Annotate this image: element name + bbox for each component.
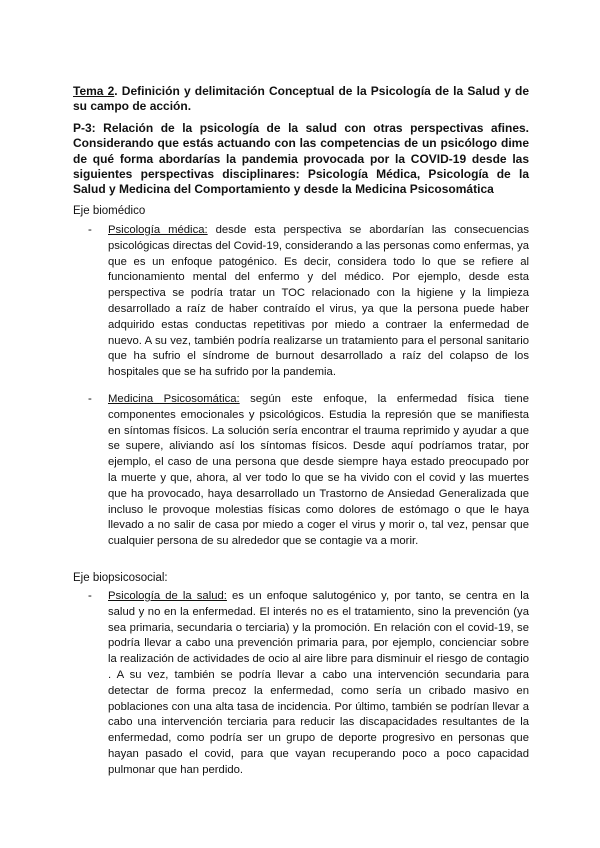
term-label: Psicología médica: <box>108 224 208 236</box>
bullet-dash: - <box>88 393 92 405</box>
term-label: Psicología de la salud: <box>108 590 227 602</box>
term-label: Medicina Psicosomática: <box>108 393 240 405</box>
section-heading-biopsicosocial: Eje biopsicosocial: <box>73 572 168 584</box>
bullet-dash: - <box>88 590 92 602</box>
section-heading-biomedico: Eje biomédico <box>73 205 146 217</box>
topic-title: . Definición y delimitación Conceptual de la Psicología de la Salud y de su campo de acción. <box>73 84 529 113</box>
paragraph <box>108 392 529 550</box>
paragraph <box>108 223 529 381</box>
term-description: desde esta perspectiva se abordarían las consecuencias psicológicas directas del Covid-19, considerando a las personas como enfermas, ya que es un enfoque patogénico. Es decir, considera todo lo que se refiere al funcionamiento mental del enfermo y del médico. Por ejemplo, desde esta perspectiva se podría tratar un TOC relacionado con la higiene y la limpieza desarrollado a raíz de haber contraído el virus, ya que la persona puede haber adquirido estas conductas repetitivas por miedo a contraer la enfermedad de nuevo. A su vez, también podría realizarse un tratamiento para el personal sanitario que ha sufrio el síndrome de burnout desarrollado a raíz del colapso de los hospitales que se ha sufrido por la pandemia. <box>108 224 529 379</box>
topic-number: Tema 2 <box>73 84 115 98</box>
paragraph <box>108 589 529 779</box>
document-title <box>73 84 529 113</box>
term-description: es un enfoque salutogénico y, por tanto, se centra en la salud y no en la enfermedad. El interés no es el tratamiento, sino la prevención (ya sea primaria, secundaria o terciaria) y la promoción. En relación con el covid-19, se podría llevar a cabo una prevención primaria para, por ejemplo, concienciar sobre la realización de actividades de ocio al aire libre para disminuir el riesgo de contagio . A su vez, también se podría llevar a cabo una intervención secundaria para detectar de forma precoz la enfermedad, como sería un cribado masivo en poblaciones con una alta tasa de incidencia. Por último, también se podrían llevar a cabo una intervención terciaria para reducir las discapacidades resultantes de la enfermedad, como podría ser un grupo de deporte progresivo en personas que hayan pasado el covid, para que vayan recuperando poco a poco capacidad pulmonar que han perdido. <box>108 590 529 776</box>
question-statement: P-3: Relación de la psicología de la salud con otras perspectivas afines. Considerando que estás actuando con las competencias de un psicólogo dime de qué forma abordarías la pandemia provocada por la COVID-19 desde las siguientes perspectivas disciplinares: Psicología Médica, Psicología de la Salud y Medicina del Comportamiento y desde la Medicina Psicosomática <box>73 121 529 197</box>
bullet-dash: - <box>88 224 92 236</box>
term-description: según este enfoque, la enfermedad física tiene componentes emocionales y psicológicos. Estudia la represión que se manifiesta en síntomas físicos. La solución sería encontrar el trauma reprimido y ayudar a que se supere, aliviando así los síntomas físicos. Desde aquí podríamos tratar, por ejemplo, el caso de una persona que desde siempre haya estado preocupado por la muerte y que, ahora, al ver todo lo que se ha vivido con el covid y las muertes que ha provocado, haya desarrollado un Trastorno de Ansiedad Generalizada que incluso le provoque molestias físicas como dolores de estómago o que le haya llevado a no salir de casa por miedo a coger el virus y morir o, tal vez, pensar que cualquier persona de su alrededor que se contagie va a morir. <box>108 393 529 548</box>
